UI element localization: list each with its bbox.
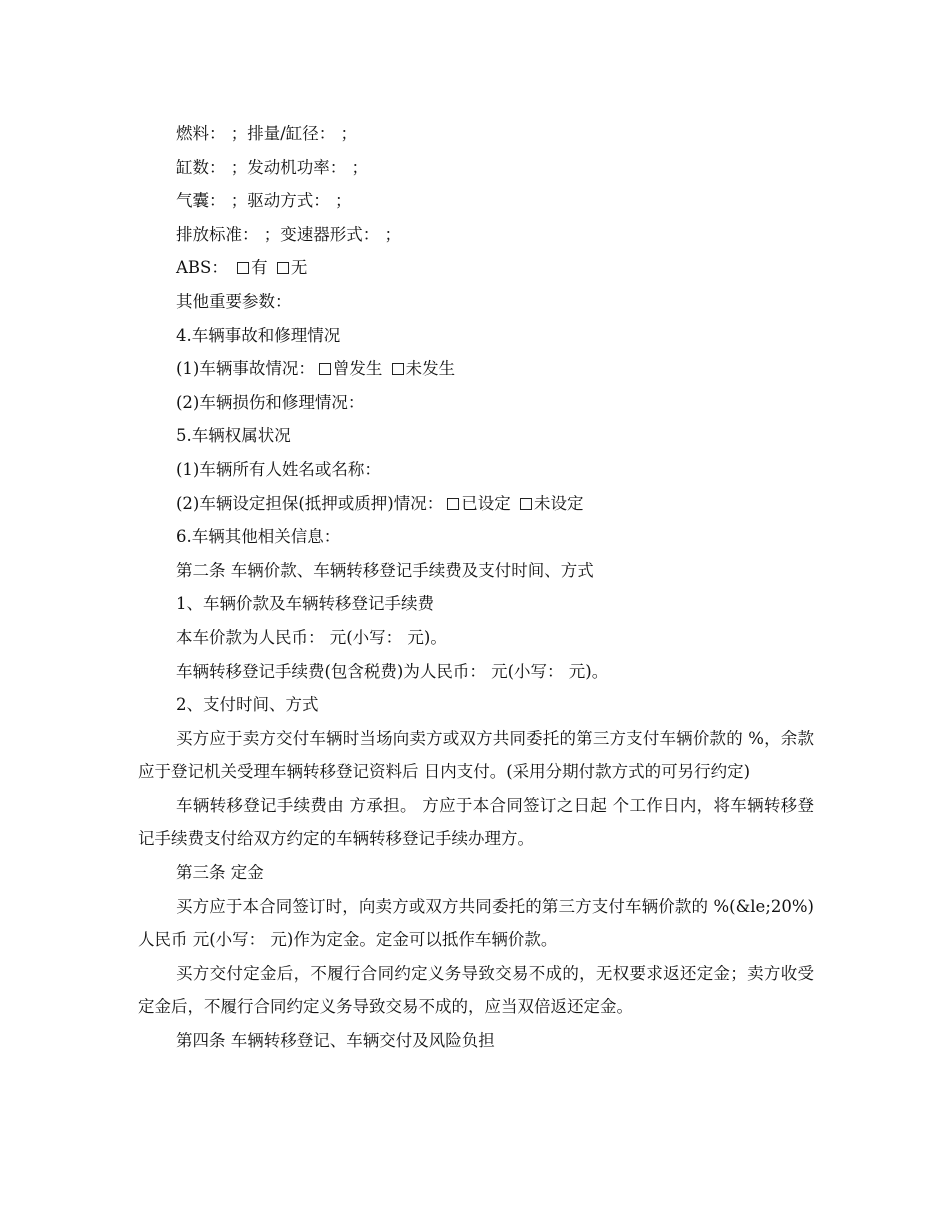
accident-yes-checkbox[interactable] xyxy=(319,363,331,375)
spec-other-params-line: 其他重要参数： xyxy=(176,291,292,311)
fee-paragraph: 车辆转移登记手续费由 方承担。 方应于本合同签订之日起 个工作日内，将车辆转移登记手续费支付给双方约定的车辆转移登记手续办理方。 xyxy=(138,795,814,849)
deposit-paragraph: 买方应于本合同签订时，向卖方或双方共同委托的第三方支付车辆价款的 %(&le;20%)人民币 元(小写： 元)作为定金。定金可以抵作车辆价款。 xyxy=(138,896,814,950)
article2-sub1: 1、车辆价款及车辆转移登记手续费 xyxy=(176,594,434,614)
spec-abs-line xyxy=(138,251,814,285)
abs-yes-label: 有 xyxy=(251,258,268,278)
section6-heading: 6.车辆其他相关信息： xyxy=(176,527,341,547)
accident-line xyxy=(138,352,814,386)
guarantee-line xyxy=(138,487,814,521)
spec-cylinders-line: 缸数： ；发动机功率： ； xyxy=(176,157,368,177)
damage-line: (2)车辆损伤和修理情况： xyxy=(176,392,365,412)
abs-yes-checkbox[interactable] xyxy=(237,262,249,274)
accident-label: (1)车辆事故情况： xyxy=(176,359,315,379)
spec-airbag-line: 气囊： ；驱动方式： ； xyxy=(176,191,352,211)
guarantee-label: (2)车辆设定担保(抵押或质押)情况： xyxy=(176,493,444,513)
breach-paragraph: 买方交付定金后，不履行合同约定义务导致交易不成的，无权要求返还定金；卖方收受定金后，不履行合同约定义务导致交易不成的，应当双倍返还定金。 xyxy=(138,963,814,1017)
article2-sub2: 2、支付时间、方式 xyxy=(176,695,319,715)
article2-heading: 第二条 车辆价款、车辆转移登记手续费及支付时间、方式 xyxy=(176,560,594,580)
fee-line: 车辆转移登记手续费(包含税费)为人民币： 元(小写： 元)。 xyxy=(176,661,609,681)
guarantee-no-label: 未设定 xyxy=(534,493,584,513)
abs-label: ABS： xyxy=(176,258,228,278)
guarantee-yes-checkbox[interactable] xyxy=(447,498,459,510)
spec-fuel-line: 燃料： ；排量/缸径： ； xyxy=(176,124,358,143)
accident-no-checkbox[interactable] xyxy=(392,363,404,375)
spec-emission-line: 排放标准： ；变速器形式： ； xyxy=(176,224,401,244)
article4-heading: 第四条 车辆转移登记、车辆交付及风险负担 xyxy=(176,1031,495,1051)
section5-heading: 5.车辆权属状况 xyxy=(176,426,291,446)
owner-line: (1)车辆所有人姓名或名称： xyxy=(176,459,381,479)
payment-paragraph: 买方应于卖方交付车辆时当场向卖方或双方共同委托的第三方支付车辆价款的 %，余款应于登记机关受理车辆转移登记资料后 日内支付。(采用分期付款方式的可另行约定) xyxy=(138,728,814,782)
abs-no-checkbox[interactable] xyxy=(277,262,289,274)
guarantee-yes-label: 已设定 xyxy=(461,493,511,513)
article3-heading: 第三条 定金 xyxy=(176,863,264,883)
document-body xyxy=(138,117,814,1058)
abs-no-label: 无 xyxy=(290,258,308,278)
accident-yes-label: 曾发生 xyxy=(332,359,383,379)
accident-no-label: 未发生 xyxy=(405,359,456,379)
section4-heading: 4.车辆事故和修理情况 xyxy=(176,325,341,345)
guarantee-no-checkbox[interactable] xyxy=(520,498,532,510)
price-line: 本车价款为人民币： 元(小写： 元)。 xyxy=(176,627,447,647)
